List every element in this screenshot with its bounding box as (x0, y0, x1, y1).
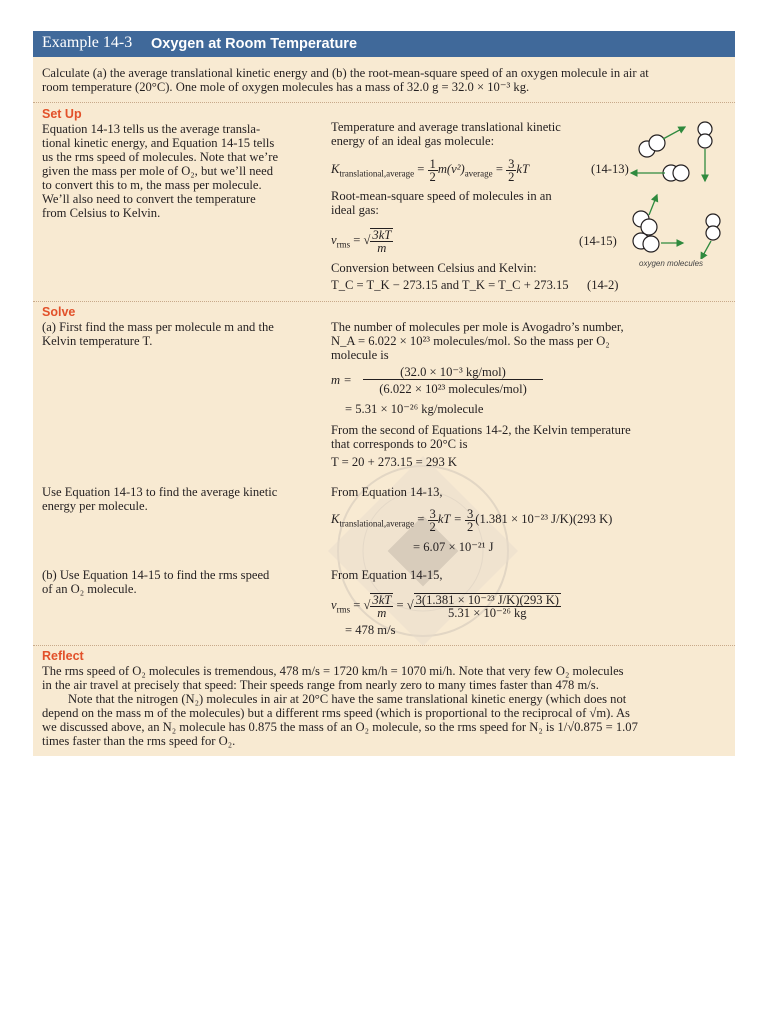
example-title: Oxygen at Room Temperature (151, 36, 358, 52)
kelvin-1: From the second of Equations 14-2, the Kelvin temperature (331, 423, 631, 437)
setup-left-7: from Celsius to Kelvin. (42, 206, 161, 220)
intro-line-1: Calculate (a) the average translational kinetic energy and (b) the root-mean-square speed of an oxygen molecule in air at (42, 66, 649, 80)
solve-a-r-1: The number of molecules per mole is Avogadro’s number, (331, 320, 624, 334)
m-eq-denominator: (6.022 × 10²³ molecules/mol) (379, 382, 527, 396)
setup-left-3: us the rms speed of molecules. Note that we’re (42, 150, 279, 164)
equation-14-13: $K_{translational,average}$ = $\frac{1}{2}$ $m(v^2)_{average}$ = $\frac{3}{2}$ kT (331, 156, 529, 184)
setup-r1-1: Temperature and average translational kinetic (331, 120, 561, 134)
setup-heading: Set Up (42, 107, 82, 121)
divider (33, 301, 735, 302)
m-eq-result: = 5.31 × 10⁻²⁶ kg/molecule (345, 402, 484, 416)
ke-left-2: energy per molecule. (42, 499, 148, 513)
ke-equation: $K_{translational,average}$ = $\frac{3}{2}$ kT = $\frac{3}{2}$ (1.381 × 10⁻²³ J/K)(293 K) (331, 506, 613, 534)
ke-left-1: Use Equation 14-13 to find the average kinetic (42, 485, 278, 499)
solve-a-r-3: molecule is (331, 348, 389, 362)
m-eq-numerator: (32.0 × 10⁻³ kg/mol) (363, 365, 543, 380)
vrms-result: = 478 m/s (345, 623, 396, 637)
solve-a-left-1: (a) First find the mass per molecule m and the (42, 320, 274, 334)
reflect-line-6: times faster than the rms speed for O₂. (42, 734, 236, 748)
setup-r2-1: Root-mean-square speed of molecules in an (331, 189, 552, 203)
setup-left-2: tional kinetic energy, and Equation 14-15 tells (42, 136, 275, 150)
reflect-line-5: we discussed above, an N₂ molecule has 0.875 the mass of an O₂ molecule, so the rms speed for N₂ is 1/√0.875 = 1.07 (42, 720, 638, 734)
figure-caption: oxygen molecules (639, 259, 704, 268)
vrms-equation: $v_{rms}$ = √ $\frac{3kT}{m}$ = √ $\frac{\text{3(1.381 × 10⁻²³ J/K)(293 K)}}{\text{5.31 × 10⁻²⁶ kg}}$ (331, 593, 559, 621)
title-bar (33, 31, 735, 57)
solve-a-r-2: N_A = 6.022 × 10²³ molecules/mol. So the mass per O₂ (331, 334, 610, 348)
b-left-2: of an O₂ molecule. (42, 582, 137, 596)
oxygen-molecules-figure (601, 119, 731, 259)
m-eq-lhs: m = (331, 373, 352, 387)
divider (33, 645, 735, 646)
equation-14-2: T_C = T_K − 273.15 and T_K = T_C + 273.15 (331, 278, 569, 292)
equation-14-15: $v_{rms}$ = √ $\frac{3kT}{m}$ (331, 228, 392, 256)
tag-14-15: (14-15) (579, 234, 617, 248)
reflect-heading: Reflect (42, 649, 84, 663)
setup-left-1: Equation 14-13 tells us the average transla- (42, 122, 261, 136)
example-panel (33, 31, 735, 756)
reflect-line-4: depend on the mass m of the molecules) but a different rms speed (which is proportional to the reciprocal of √m). As (42, 706, 630, 720)
kelvin-2: that corresponds to 20°C is (331, 437, 468, 451)
setup-r2-2: ideal gas: (331, 203, 379, 217)
tag-14-13: (14-13) (591, 162, 629, 176)
setup-r1-2: energy of an ideal gas molecule: (331, 134, 495, 148)
setup-left-6: We’ll also need to convert the temperature (42, 192, 256, 206)
setup-left-5: to convert this to m, the mass per molecule. (42, 178, 262, 192)
kelvin-3: T = 20 + 273.15 = 293 K (331, 455, 458, 469)
reflect-line-3: Note that the nitrogen (N₂) molecules in air at 20°C have the same translational kinetic energy (which does not (68, 692, 627, 706)
ke-result: = 6.07 × 10⁻²¹ J (413, 540, 494, 554)
solve-a-left-2: Kelvin temperature T. (42, 334, 153, 348)
setup-r3: Conversion between Celsius and Kelvin: (331, 261, 537, 275)
example-number: Example 14-3 (42, 34, 133, 51)
b-from: From Equation 14-15, (331, 568, 443, 582)
setup-left-4: given the mass per mole of O₂, but we’ll need (42, 164, 274, 178)
ke-from: From Equation 14-13, (331, 485, 443, 499)
b-left-1: (b) Use Equation 14-15 to find the rms speed (42, 568, 270, 582)
intro-line-2: room temperature (20°C). One mole of oxygen molecules has a mass of 32.0 g = 32.0 × 10⁻³ kg. (42, 80, 530, 94)
reflect-line-2: in the air travel at precisely that speed: Their speeds range from nearly zero to many times faster than 478 m/s. (42, 678, 599, 692)
divider (33, 102, 735, 103)
solve-heading: Solve (42, 305, 76, 319)
reflect-line-1: The rms speed of O₂ molecules is tremendous, 478 m/s = 1720 km/h = 1070 mi/h. Note that very few O₂ molecules (42, 664, 624, 678)
tag-14-2: (14-2) (587, 278, 619, 292)
